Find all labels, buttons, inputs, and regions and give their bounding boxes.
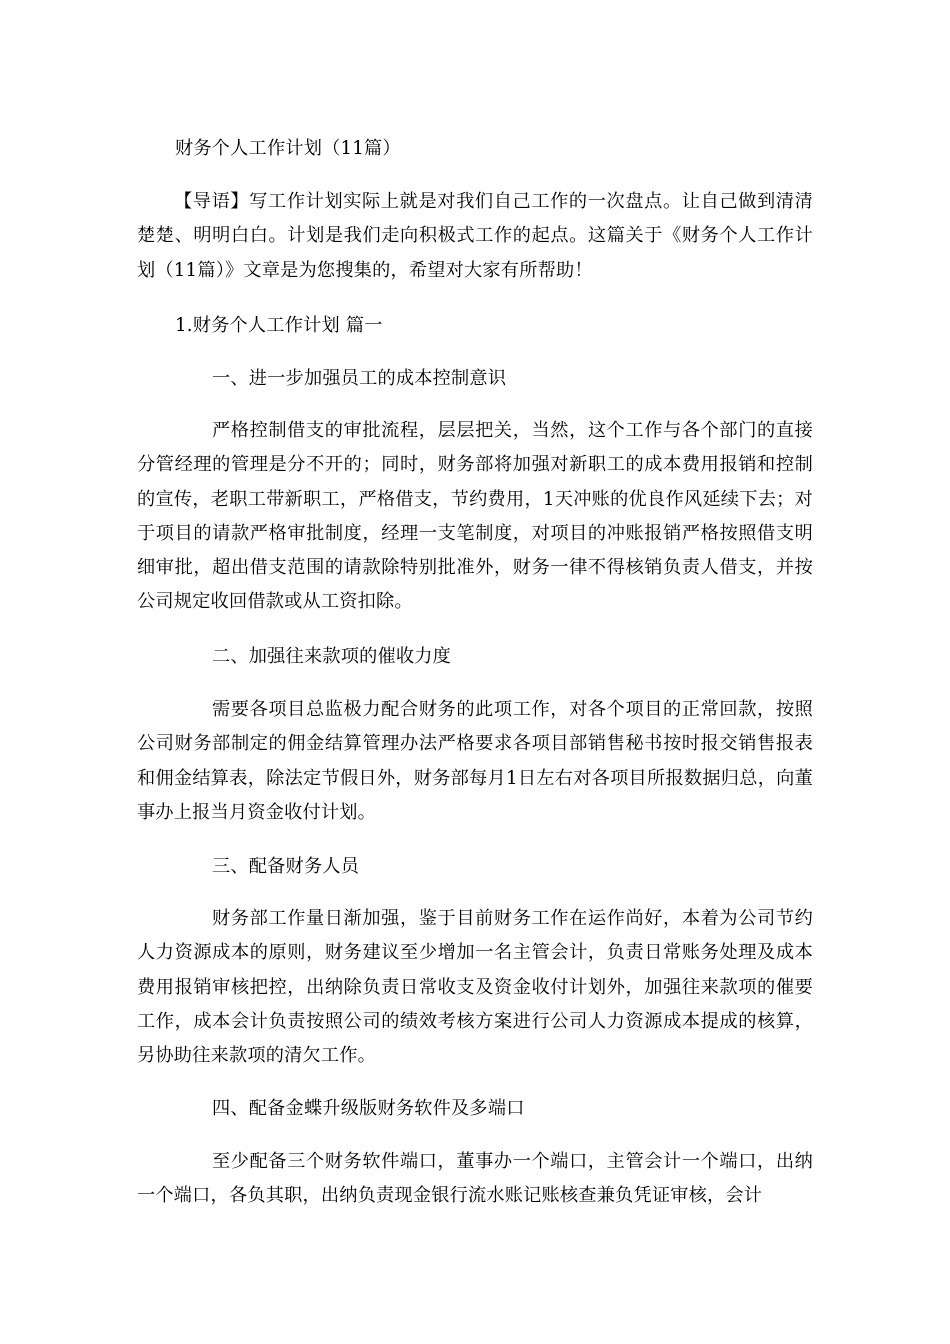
section-heading-1: 1.财务个人工作计划 篇一 [175, 315, 383, 336]
subheading-2: 二、加强往来款项的催收力度 [212, 646, 452, 667]
intro-paragraph: 【导语】写工作计划实际上就是对我们自己工作的一次盘点。让自己做到清清楚楚、明明白白。计划是我们走向积极式工作的起点。这篇关于《财务个人工作计划（11篇）》文章是为您搜集的，希望对大家有所帮助！ [137, 191, 813, 281]
subheading-1: 一、进一步加强员工的成本控制意识 [212, 368, 507, 389]
paragraph-3: 财务部工作量日渐加强，鉴于目前财务工作在运作尚好，本着为公司节约人力资源成本的原则，财务建议至少增加一名主管会计，负责日常账务处理及成本费用报销审核把控，出纳除负责日常收支及资金收付计划外，加强往来款项的催要工作，成本会计负责按照公司的绩效考核方案进行公司人力资源成本提成的核算，另协助往来款项的清欠工作。 [137, 908, 813, 1067]
paragraph-2: 需要各项目总监极力配合财务的此项工作，对各个项目的正常回款，按照公司财务部制定的佣金结算管理办法严格要求各项目部销售秘书按时报交销售报表和佣金结算表，除法定节假日外，财务部每月1日左右对各项目所报数据归总，向董事办上报当月资金收付计划。 [137, 699, 813, 823]
subheading-3: 三、配备财务人员 [212, 856, 360, 877]
subheading-4: 四、配备金蝶升级版财务软件及多端口 [212, 1098, 525, 1119]
document-title: 财务个人工作计划（11篇） [175, 138, 401, 159]
paragraph-1: 严格控制借支的审批流程，层层把关，当然，这个工作与各个部门的直接分管经理的管理是分不开的；同时，财务部将加强对新职工的成本费用报销和控制的宣传，老职工带新职工，严格借支，节约费用，1天冲账的优良作风延续下去；对于项目的请款严格审批制度，经理一支笔制度，对项目的冲账报销严格按照借支明细审批，超出借支范围的请款除特别批准外，财务一律不得核销负责人借支，并按公司规定收回借款或从工资扣除。 [137, 420, 813, 613]
paragraph-4: 至少配备三个财务软件端口，董事办一个端口，主管会计一个端口，出纳一个端口，各负其职，出纳负责现金银行流水账记账核查兼负凭证审核，会计 [137, 1151, 813, 1207]
